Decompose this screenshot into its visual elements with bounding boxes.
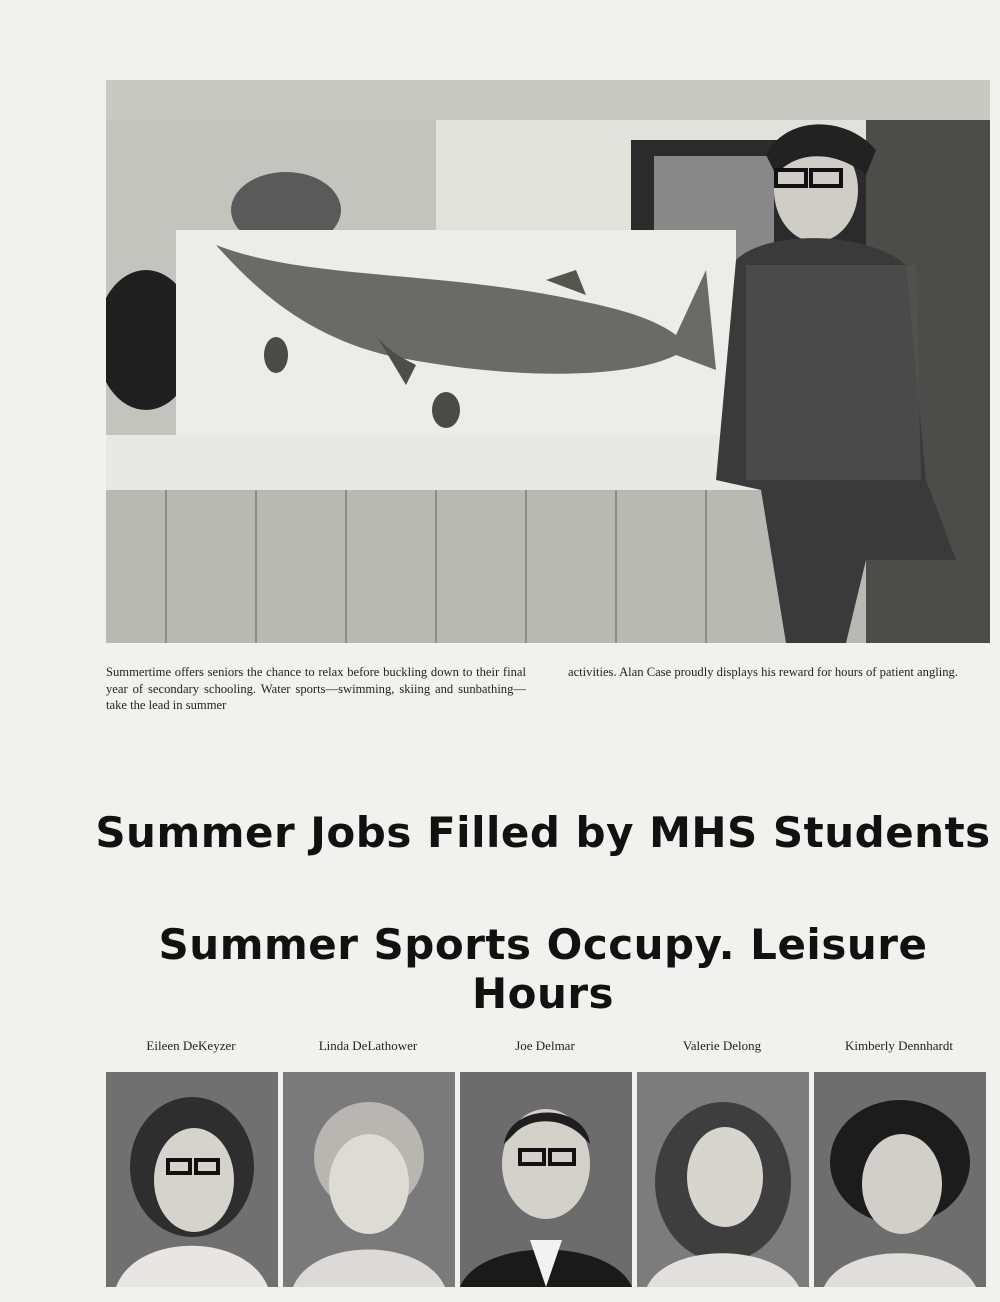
student-name: Linda DeLathower — [318, 1038, 418, 1053]
student-portrait — [283, 1072, 455, 1287]
main-photo — [106, 80, 990, 643]
student-name: Valerie Delong — [682, 1038, 762, 1053]
student-name: Joe Delmar — [515, 1038, 575, 1053]
fish-photo-illustration — [106, 80, 990, 643]
headline-summer-jobs: Summer Jobs Filled by MHS Students — [95, 808, 991, 857]
student-portrait — [814, 1072, 986, 1287]
student-name: Kimberly Dennhardt — [845, 1038, 953, 1053]
student-name: Eileen DeKeyzer — [146, 1038, 236, 1053]
student-portrait — [460, 1072, 632, 1287]
student-portrait-row — [106, 1072, 990, 1287]
student-portrait — [637, 1072, 809, 1287]
student-portrait — [106, 1072, 278, 1287]
photo-caption-left: Summertime offers seniors the chance to relax before buckling down to their final year of secondary schooling. Water sports—swimming, skiing and sunbathing—take the lead in summer — [106, 665, 526, 712]
student-name-row — [106, 1038, 990, 1058]
headline-summer-sports: Summer Sports Occupy. Leisure Hours — [158, 920, 928, 1018]
photo-caption-right: activities. Alan Case proudly displays his reward for hours of patient angling. — [568, 665, 958, 679]
